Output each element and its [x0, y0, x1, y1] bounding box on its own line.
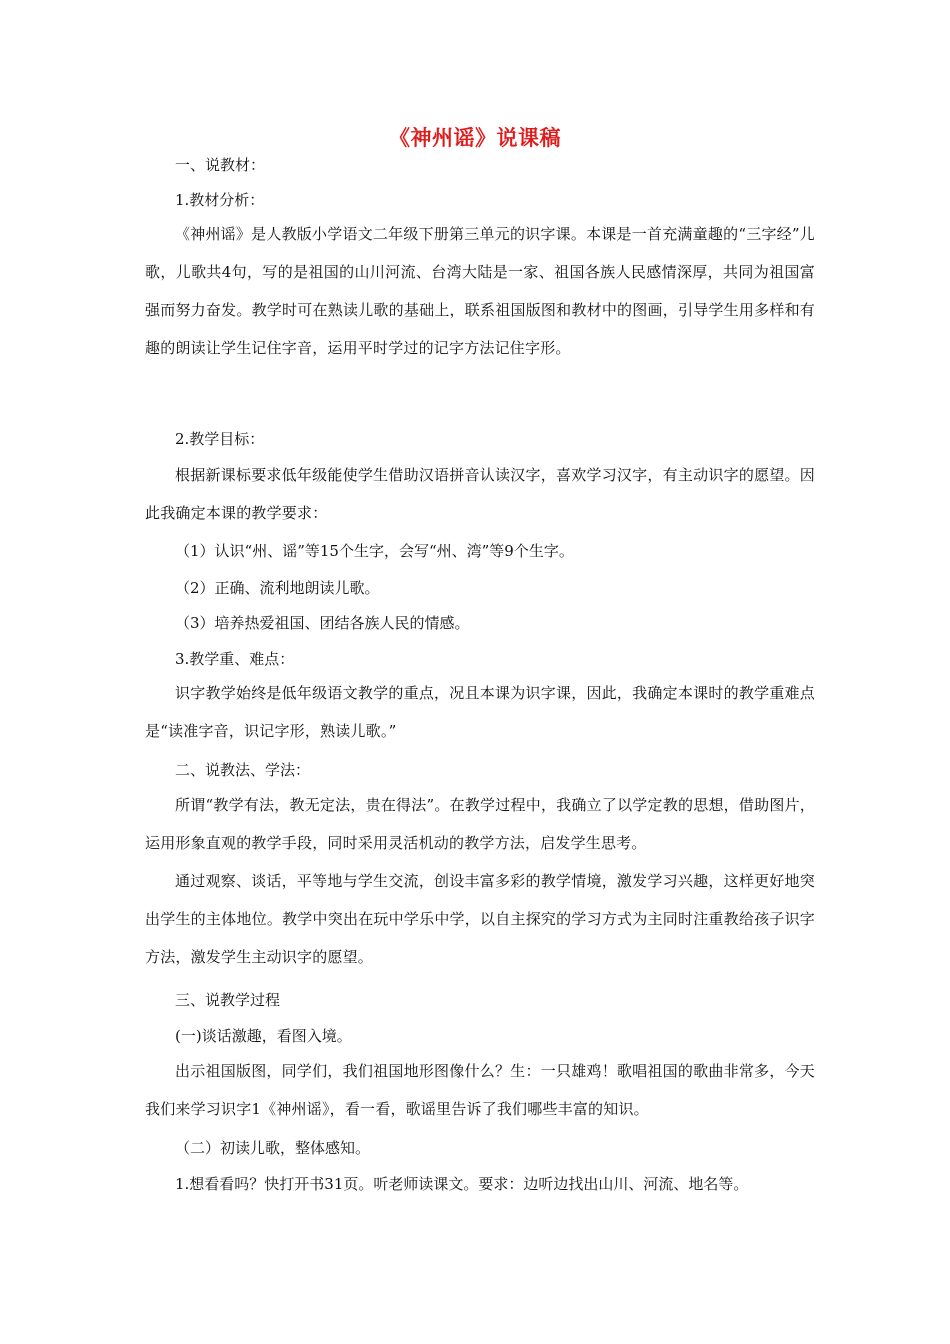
paragraph-step-1: 出示祖国版图，同学们，我们祖国地形图像什么？生：一只雄鸡！歌唱祖国的歌曲非常多，今天我们来学习识字1《神州谣》，看一看，歌谣里告诉了我们哪些丰富的知识。 [145, 1062, 815, 1118]
paragraph-key-points: 识字教学始终是低年级语文教学的重点，况且本课为识字课，因此，我确定本课时的教学重难点是“读准字音，识记字形，熟读儿歌。” [145, 684, 815, 740]
paragraph-textbook-analysis: 《神州谣》是人教版小学语文二年级下册第三单元的识字课。本课是一首充满童趣的“三字经”儿歌，儿歌共4句，写的是祖国的山川河流、台湾大陆是一家、祖国各族人民感情深厚，共同为祖国富强而努力奋发。教学时可在熟读儿歌的基础上，联系祖国版图和教材中的图画，引导学生用多样和有趣的朗读让学生记住字音，运用平时学过的记字方法记住字形。 [145, 225, 815, 357]
paragraph-block-step-1 [145, 1052, 815, 1128]
subheading-key-points: 3.教学重、难点： [175, 650, 295, 668]
step-heading-2: （二）初读儿歌，整体感知。 [175, 1139, 371, 1157]
section-heading-textbook: 一、说教材： [175, 156, 266, 174]
paragraph-goals-intro: 根据新课标要求低年级能使学生借助汉语拼音认读汉字，喜欢学习汉字，有主动识字的愿望。因此我确定本课的教学要求： [145, 466, 815, 522]
paragraph-block-analysis [145, 215, 815, 367]
section-heading-methods: 二、说教法、学法： [175, 761, 311, 779]
step-heading-1: (一)谈话激趣，看图入境。 [175, 1027, 352, 1045]
subheading-textbook-analysis: 1.教材分析： [175, 191, 265, 209]
step-2-item-1: 1.想看看吗？快打开书31页。听老师读课文。要求：边听边找出山川、河流、地名等。 [175, 1175, 749, 1193]
paragraph-block-key-points [145, 674, 815, 750]
subheading-teaching-goals: 2.教学目标： [175, 430, 265, 448]
paragraph-methods-1: 所谓“教学有法，教无定法，贵在得法”。在教学过程中，我确立了以学定教的思想，借助图片，运用形象直观的教学手段，同时采用灵活机动的教学方法，启发学生思考。 [145, 796, 815, 852]
paragraph-block-goals-intro [145, 456, 815, 532]
goal-item-2: （2）正确、流利地朗读儿歌。 [175, 579, 380, 597]
paragraph-methods-2: 通过观察、谈话，平等地与学生交流，创设丰富多彩的教学情境，激发学习兴趣，这样更好地突出学生的主体地位。教学中突出在玩中学乐中学，以自主探究的学习方式为主同时注重教给孩子识字方法，激发学生主动识字的愿望。 [145, 872, 815, 966]
goal-item-1: （1）认识“州、谣”等15个生字，会写“州、湾”等9个生字。 [175, 542, 574, 560]
document-title: 《神州谣》说课稿 [389, 125, 561, 150]
paragraph-block-methods [145, 786, 815, 976]
goal-item-3: （3）培养热爱祖国、团结各族人民的情感。 [175, 614, 470, 632]
section-heading-process: 三、说教学过程 [175, 991, 281, 1009]
